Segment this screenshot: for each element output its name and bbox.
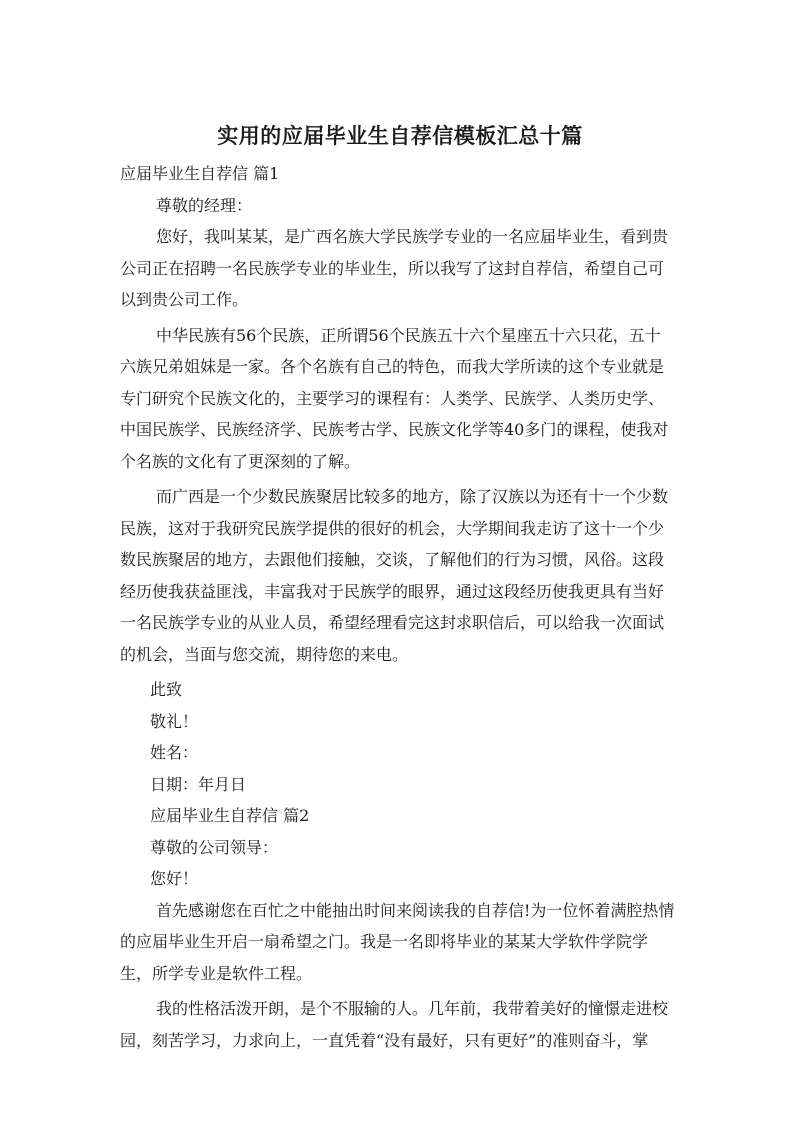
section-heading: 应届毕业生自荐信 篇1 bbox=[120, 164, 280, 183]
paragraph-line: 中国民族学、民族经济学、民族考古学、民族文化学等40多门的课程，使我对 bbox=[120, 420, 669, 439]
document-body bbox=[120, 158, 680, 1056]
paragraph-line: 中华民族有56个民族，正所谓56个民族五十六个星座五十六只花，五十 bbox=[156, 325, 661, 345]
paragraph-line: 一名民族学专业的从业人员，希望经理看完这封求职信后，可以给我一次面试 bbox=[120, 613, 665, 632]
paragraph-line: 专门研究个民族文化的，主要学习的课程有：人类学、民族学、人类历史学、 bbox=[120, 388, 665, 408]
paragraph-line: 而广西是一个少数民族聚居比较多的地方，除了汉族以为还有十一个少数 bbox=[156, 487, 669, 506]
paragraph-line: 数民族聚居的地方，去跟他们接触，交谈，了解他们的行为习惯，风俗。这段 bbox=[120, 550, 665, 569]
date-label: 日期：年月日 bbox=[150, 774, 247, 794]
paragraph-line: 园，刻苦学习，力求向上，一直凭着“没有最好，只有更好”的准则奋斗，掌 bbox=[120, 1030, 649, 1050]
document-title: 实用的应届毕业生自荐信模板汇总十篇 bbox=[217, 124, 583, 148]
paragraph-line: 以到贵公司工作。 bbox=[120, 290, 249, 309]
paragraph-line: 的机会，当面与您交流，期待您的来电。 bbox=[120, 644, 409, 664]
closing-line: 此致 bbox=[150, 680, 183, 699]
greeting: 您好！ bbox=[150, 869, 199, 888]
paragraph-line: 民族，这对于我研究民族学提供的很好的机会，大学期间我走访了这十一个少 bbox=[120, 518, 665, 538]
paragraph-line: 您好，我叫某某，是广西名族大学民族学专业的一名应届毕业生，看到贵 bbox=[156, 227, 669, 246]
paragraph-line: 的应届毕业生开启一扇希望之门。我是一名即将毕业的某某大学软件学院学 bbox=[120, 932, 649, 951]
salutation: 尊敬的经理： bbox=[156, 195, 253, 215]
section-heading: 应届毕业生自荐信 篇2 bbox=[150, 806, 310, 825]
paragraph-line: 六族兄弟姐妹是一家。各个名族有自己的特色，而我大学所读的这个专业就是 bbox=[120, 357, 665, 376]
closing-line: 敬礼！ bbox=[150, 711, 199, 731]
salutation: 尊敬的公司领导： bbox=[150, 837, 279, 857]
paragraph-line: 经历使我获益匪浅，丰富我对于民族学的眼界，通过这段经历使我更具有当好 bbox=[120, 581, 665, 601]
paragraph-line: 生，所学专业是软件工程。 bbox=[120, 963, 313, 983]
paragraph-line: 首先感谢您在百忙之中能抽出时间来阅读我的自荐信!为一位怀着满腔热情 bbox=[156, 900, 675, 920]
paragraph-line: 我的性格活泼开朗，是个不服输的人。几年前，我带着美好的憧憬走进校 bbox=[156, 999, 669, 1018]
name-label: 姓名： bbox=[150, 743, 199, 762]
paragraph-line: 公司正在招聘一名民族学专业的毕业生，所以我写了这封自荐信，希望自己可 bbox=[120, 258, 665, 278]
paragraph-line: 个名族的文化有了更深刻的了解。 bbox=[120, 451, 361, 471]
